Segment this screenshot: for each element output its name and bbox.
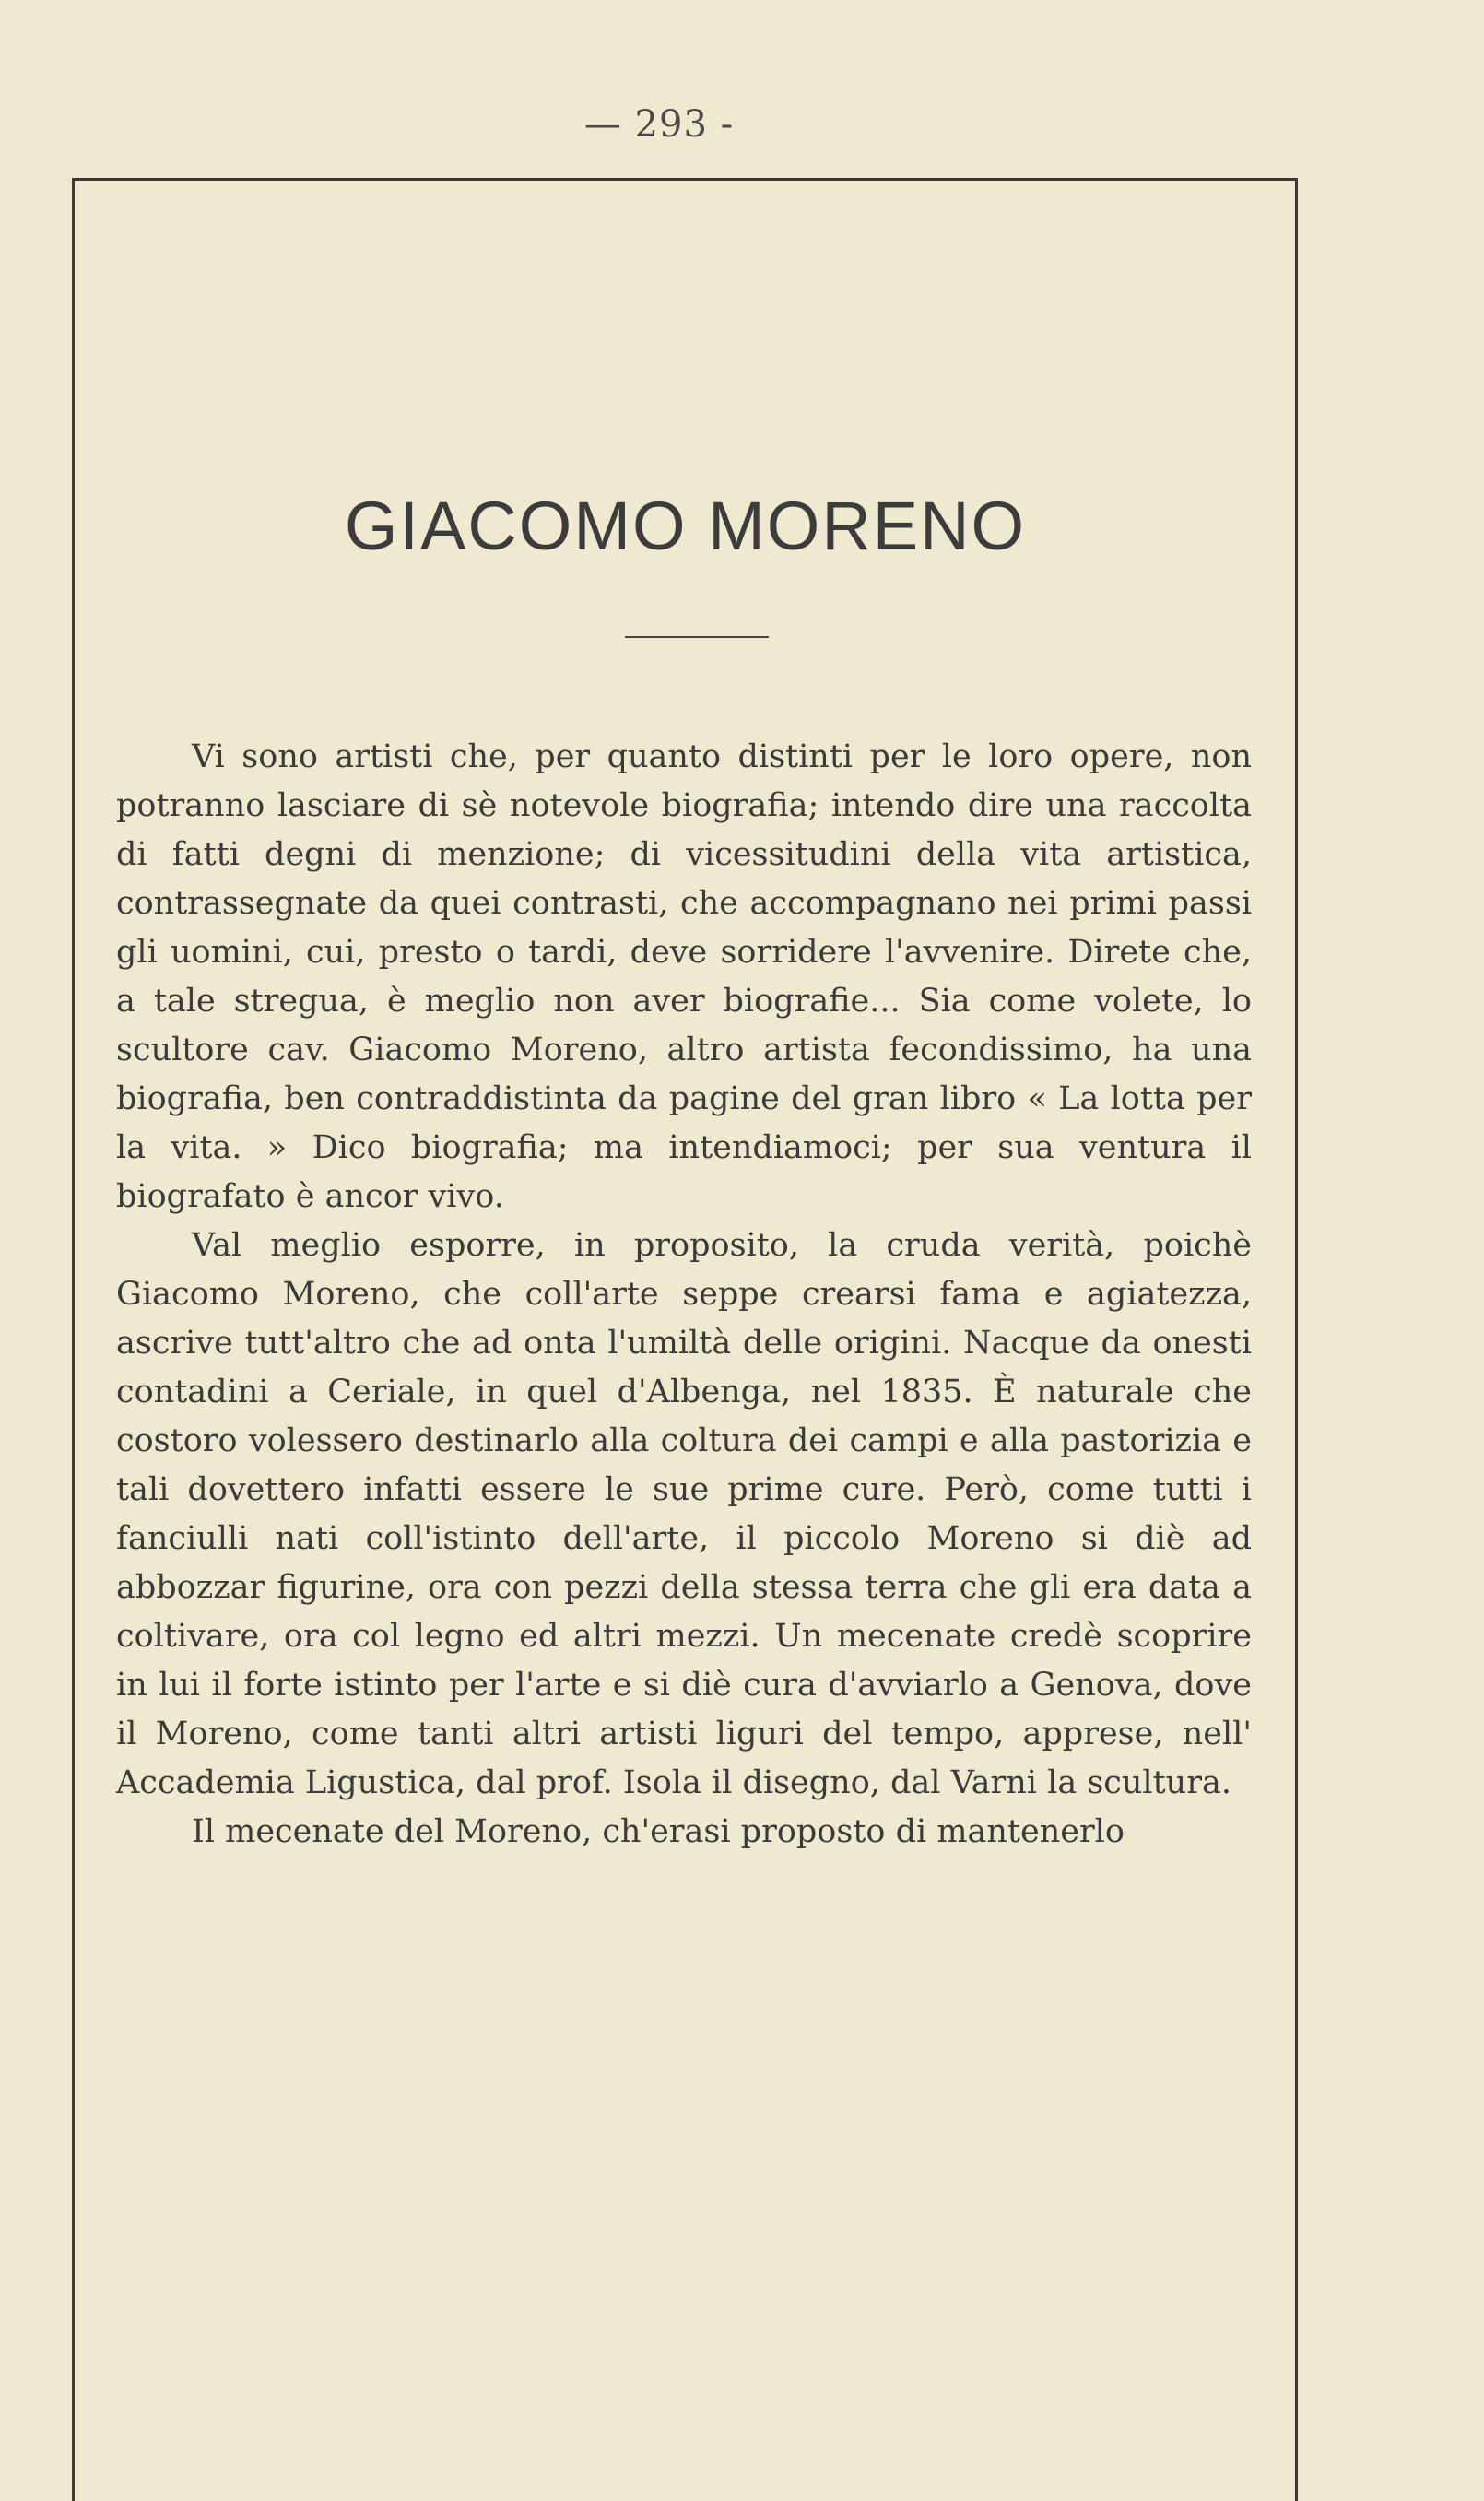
article-title: GIACOMO MORENO xyxy=(344,488,1027,564)
paragraph-3: Il mecenate del Moreno, ch'erasi proposto di mantenerlo xyxy=(192,1813,1125,1850)
frame-top-rule xyxy=(72,178,1298,181)
article-body xyxy=(116,733,1252,1857)
title-divider xyxy=(625,636,769,638)
page-number: — 293 - xyxy=(583,103,735,146)
paragraph-2: Val meglio esporre, in proposito, la cruda verità, poichè Giacomo Moreno, che coll'arte seppe crearsi fama e agiatezza, ascrive tutt'altro che ad onta l'umiltà delle origini. Nacque da onesti contadini a Ceriale, in quel d'Albenga, nel 1835. È naturale che costoro volessero destinarlo alla coltura dei campi e alla pastorizia e tali dovettero infatti essere le sue prime cure. Però, come tutti i fanciulli nati coll'istinto dell'arte, il piccolo Moreno si diè ad abbozzar figurine, ora con pezzi della stessa terra che gli era data a coltivare, ora col legno ed altri mezzi. Un mecenate credè scoprire in lui il forte istinto per l'arte e si diè cura d'avviarlo a Genova, dove il Moreno, come tanti altri artisti liguri del tempo, apprese, nell' Accademia Ligustica, dal prof. Isola il disegno, dal Varni la scultura. xyxy=(116,1227,1252,1801)
paragraph-1: Vi sono artisti che, per quanto distinti per le loro opere, non potranno lasciare di sè notevole biografia; intendo dire una raccolta di fatti degni di menzione; di vicessitudini della vita artistica, contrassegnate da quei contrasti, che accompagnano nei primi passi gli uomini, cui, presto o tardi, deve sorridere l'avvenire. Direte che, a tale stregua, è meglio non aver biografie... Sia come volete, lo scultore cav. Giacomo Moreno, altro artista fecondissimo, ha una biografia, ben contraddistinta da pagine del gran libro « La lotta per la vita. » Dico biografia; ma intendiamoci; per sua ventura il biografato è ancor vivo. xyxy=(116,738,1252,1215)
